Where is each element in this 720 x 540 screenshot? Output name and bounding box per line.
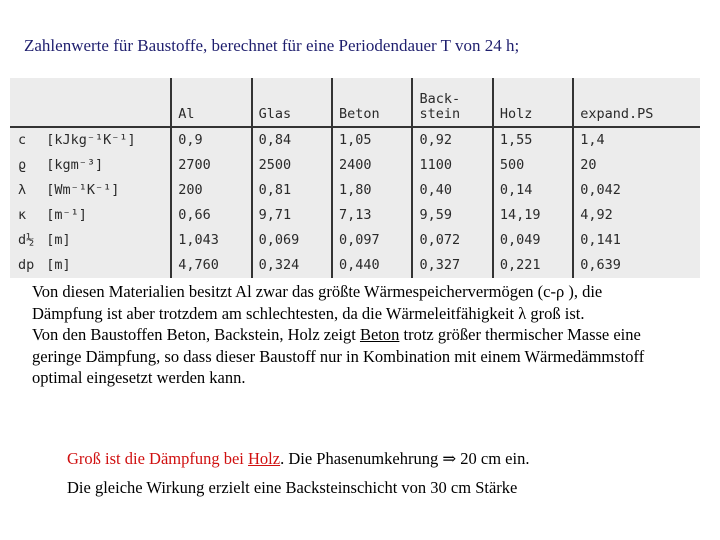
row-unit: [m]	[46, 257, 71, 274]
table-body	[10, 127, 700, 278]
explanation-text	[32, 281, 662, 389]
conclusion-line	[67, 449, 529, 469]
table-cell: 0,81	[252, 178, 332, 203]
table-cell: 7,13	[332, 203, 412, 228]
row-symbol: κ	[18, 207, 27, 224]
paragraph-2-after: trotz größer thermischer Masse eine geringe Dämpfung, so dass dieser Baustoff nur in Kombination mit einem Wärmedämmstoff optimal eingesetzt werden kann.	[32, 325, 645, 387]
table-cell: 200	[171, 178, 251, 203]
table-cell: 2500	[252, 154, 332, 179]
paragraph-2-before: Von den Baustoffen Beton, Backstein, Holz zeigt	[32, 325, 360, 344]
table-cell: 0,069	[252, 228, 332, 253]
row-unit: [kgm⁻³]	[46, 157, 104, 174]
table-row	[10, 178, 700, 203]
column-header: Al	[171, 78, 251, 127]
table-cell: 1100	[412, 154, 492, 179]
closing-line: Die gleiche Wirkung erzielt eine Backsteinschicht von 30 cm Stärke	[67, 478, 518, 497]
material-table	[10, 78, 700, 278]
row-symbol: d½	[18, 232, 35, 249]
header-empty-unit	[40, 78, 171, 127]
table-cell: 0,14	[493, 178, 573, 203]
conclusion-red-prefix: Groß ist die Dämpfung bei	[67, 449, 249, 468]
paragraph-2-beton: Beton	[359, 325, 400, 344]
table-row	[10, 228, 700, 253]
column-header: Beton	[332, 78, 412, 127]
table-cell: 0,92	[412, 127, 492, 154]
table-cell: 4,760	[171, 253, 251, 278]
table-row	[10, 253, 700, 278]
table-cell: 0,221	[493, 253, 573, 278]
row-unit: [m]	[46, 232, 71, 249]
table-cell: 0,639	[573, 253, 700, 278]
table-cell: 14,19	[493, 203, 573, 228]
table-row	[10, 203, 700, 228]
table-cell: 0,049	[493, 228, 573, 253]
material-table-image	[10, 78, 700, 278]
table-cell: 0,072	[412, 228, 492, 253]
table-row	[10, 154, 700, 179]
table-cell: 4,92	[573, 203, 700, 228]
table-cell: 0,327	[412, 253, 492, 278]
table-cell: 1,55	[493, 127, 573, 154]
table-cell: 2700	[171, 154, 251, 179]
paragraph-2	[32, 324, 662, 389]
row-symbol: dp	[18, 257, 35, 274]
column-header: Glas	[252, 78, 332, 127]
table-cell: 1,05	[332, 127, 412, 154]
paragraph-1: Von diesen Materialien besitzt Al zwar das größte Wärmespeichervermögen (c-ρ ), die Dämpfung ist aber trotzdem am schlechtesten, da die Wärmeleitfähigkeit λ groß ist.	[32, 282, 603, 323]
column-header: expand.PS	[573, 78, 700, 127]
row-symbol: λ	[18, 182, 27, 199]
table-cell: 2400	[332, 154, 412, 179]
table-cell: 0,324	[252, 253, 332, 278]
table-row	[10, 127, 700, 154]
table-cell: 0,440	[332, 253, 412, 278]
row-symbol: ϱ	[18, 157, 27, 174]
table-cell: 0,9	[171, 127, 251, 154]
table-cell: 20	[573, 154, 700, 179]
table-cell: 9,71	[252, 203, 332, 228]
header-empty-sym	[10, 78, 40, 127]
table-cell: 1,043	[171, 228, 251, 253]
conclusion-rest: . Die Phasenumkehrung ⇒ 20 cm ein.	[280, 449, 530, 468]
row-unit: [kJkg⁻¹K⁻¹]	[46, 132, 136, 149]
table-cell: 0,141	[573, 228, 700, 253]
table-cell: 1,80	[332, 178, 412, 203]
table-cell: 9,59	[412, 203, 492, 228]
table-cell: 0,097	[332, 228, 412, 253]
column-header: Back- stein	[412, 78, 492, 127]
table-header-row	[10, 78, 700, 127]
row-unit: [Wm⁻¹K⁻¹]	[46, 182, 120, 199]
table-cell: 0,84	[252, 127, 332, 154]
row-unit: [m⁻¹]	[46, 207, 87, 224]
table-cell: 0,40	[412, 178, 492, 203]
table-cell: 1,4	[573, 127, 700, 154]
row-symbol: c	[18, 132, 27, 149]
page-heading: Zahlenwerte für Baustoffe, berechnet für eine Periodendauer T von 24 h;	[24, 36, 520, 55]
column-header: Holz	[493, 78, 573, 127]
table-cell: 500	[493, 154, 573, 179]
table-cell: 0,042	[573, 178, 700, 203]
table-cell: 0,66	[171, 203, 251, 228]
conclusion-holz: Holz	[248, 449, 281, 468]
